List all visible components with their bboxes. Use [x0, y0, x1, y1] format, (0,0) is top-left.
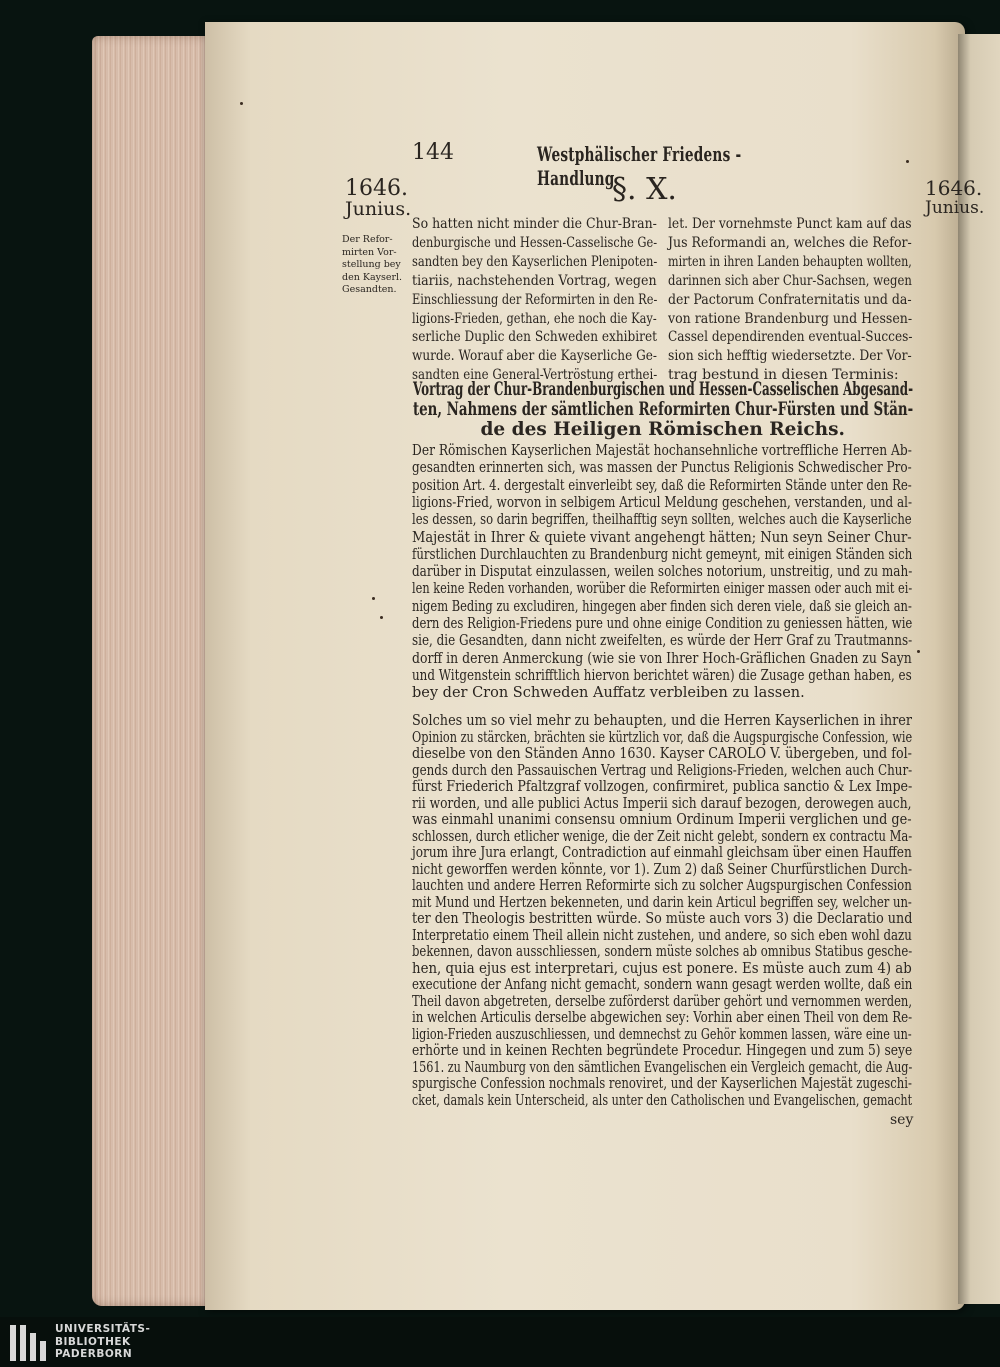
text-line: schlossen, durch etlicher wenige, die der Zeit nicht gelebt, sondern ex contractu Ma-	[412, 828, 913, 845]
text-line: hen, quia ejus est interpretari, cujus est ponere. Es müste auch zum 4) ab	[412, 960, 912, 977]
margin-month-right: Junius.	[925, 198, 985, 218]
text-line: mit Mund und Hertzen bekenneten, und darin kein Articul begriffen sey, welcher un-	[412, 894, 912, 911]
text-line: Der Römischen Kayserlichen Majestät hochansehnliche vortreffliche Herren Ab-	[412, 443, 912, 459]
text-line: position Art. 4. dergestalt einverleibt sey, daß die Reformirten Stände unter den Re-	[412, 477, 912, 494]
text-line: sie, die Gesandten, dann nicht zweifelten, es würde der Herr Graf zu Trautmanns-	[412, 633, 913, 650]
text-line: dieselbe von den Ständen Anno 1630. Kayser CAROLO V. übergeben, und fol-	[412, 746, 912, 762]
text-line: fürst Friederich Pfaltzgraf vollzogen, confirmiret, publica sanctio & Lex Impe-	[412, 779, 913, 795]
catchword: sey	[890, 1112, 914, 1128]
text-line: was einmahl unanimi consensu omnium Ordinum Imperii verglichen und ge-	[412, 812, 912, 828]
text-line: lauchten und andere Herren Reformirte sich zu solcher Augspurgischen Confession	[412, 878, 912, 894]
text-line: serliche Duplic den Schweden exhibiret	[412, 329, 658, 346]
margin-note: Der Refor-mirten Vor-stellung bey den Kayserl. Gesandten.	[342, 234, 403, 295]
text-line: Theil davon abgetreten, derselbe zuförderst darüber gehört und vernommen werden,	[412, 993, 912, 1010]
text-line: nigem Beding zu excludiren, hingegen aber finden sich deren viele, daß sie gleich an-	[412, 598, 912, 615]
library-name-line: BIBLIOTHEK	[55, 1335, 131, 1348]
facing-page-strip	[958, 34, 1000, 1304]
text-line: der Pactorum Confraternitatis und da-	[668, 291, 912, 308]
ink-spot	[380, 616, 383, 619]
text-line: Solches um so viel mehr zu behaupten, und die Herren Kayserlichen in ihrer	[412, 713, 912, 729]
library-name-line: UNIVERSITÄTS-	[55, 1323, 151, 1335]
text-line: ter den Theologis bestritten würde. So müste auch vors 3) die Declaratio und	[412, 911, 913, 927]
text-line: fürstlichen Durchlauchten zu Brandenburg nicht gemeynt, mit einigen Ständen sich	[412, 546, 913, 563]
paragraph-1	[412, 443, 914, 703]
section-heading: §. X.	[612, 172, 677, 207]
library-logo-icon	[8, 1323, 48, 1363]
text-line: Vortrag der Chur-Brandenburgischen und Hessen-Casselischen Abgesand-	[413, 379, 914, 400]
library-name	[55, 1323, 150, 1361]
text-line: Einschliessung der Reformirten in den Re-	[412, 291, 658, 308]
book-page-edge	[92, 36, 210, 1306]
text-line: So hatten nicht minder die Chur-Bran-	[412, 216, 657, 232]
text-line: sion sich hefftig wiedersetzte. Der Vor-	[668, 348, 912, 365]
text-line: sandten bey den Kayserlichen Plenipoten-	[412, 253, 658, 270]
text-line: jorum ihre Jura erlangt, Contradiction auf einmahl gleichsam über einen Hauffen	[412, 845, 912, 861]
text-column-right	[668, 214, 914, 404]
text-line: ten, Nahmens der sämtlichen Reformirten Chur-Fürsten und Stän-	[413, 399, 914, 420]
text-line: dern des Religion-Friedens pure und ohne einige Condition zu geniessen hätten, wie	[412, 616, 913, 632]
text-line: sandten eine General-Vertröstung erthei-	[412, 367, 658, 384]
running-title: Westphälischer Friedens - Handlung	[537, 142, 742, 190]
text-line: Cassel dependirenden eventual-Succes-	[668, 329, 913, 346]
text-line: cket, damals kein Unterscheid, als unter den Catholischen und Evangelischen, gemacht	[412, 1092, 913, 1109]
text-line: darinnen sich aber Chur-Sachsen, wegen	[668, 272, 912, 289]
text-line: von ratione Brandenburg und Hessen-	[668, 310, 913, 327]
text-line: ligions-Frieden, gethan, ehe noch die Kay-	[412, 310, 657, 327]
text-line: erhörte und in keinen Rechten begründete Procedur. Hingegen und zum 5) seye	[412, 1043, 913, 1059]
text-line: in welchen Articulis derselbe abgewichen sey: Vorhin aber einen Theil von dem Re-	[412, 1010, 913, 1026]
text-line: Opinion zu stärcken, brächten sie kürtzlich vor, daß die Augspurgische Confession, wie	[412, 729, 913, 746]
text-line: dorff in deren Anmerckung (wie sie von Ihrer Hoch-Gräflichen Gnaden zu Sayn	[412, 650, 912, 667]
text-line: ligions-Fried, worvon in selbigem Articul Meldung geschehen, verstanden, und al-	[412, 494, 913, 511]
text-line: und Witgenstein schrifftlich hiervon berichtet wären) die Zusage gethan haben, es	[412, 667, 912, 684]
text-line: gesandten erinnerten sich, was massen der Punctus Religionis Schwedischer Pro-	[412, 460, 912, 477]
text-line: denburgische und Hessen-Casselische Ge-	[412, 234, 658, 251]
text-line: trag bestund in diesen Terminis:	[668, 367, 899, 384]
text-line: wurde. Worauf aber die Kayserliche Ge-	[412, 348, 657, 365]
margin-month-left: Junius.	[345, 198, 412, 220]
margin-year-right: 1646.	[925, 176, 983, 200]
text-line: executione der Anfang nicht gemacht, sondern wann gesagt werden wollte, daß ein	[412, 977, 913, 993]
text-line: ligion-Frieden auszuschliessen, und demnechst zu Gehör kommen lassen, wäre eine un-	[412, 1026, 912, 1043]
ink-spot	[372, 597, 375, 600]
library-name-line: PADERBORN	[55, 1348, 133, 1360]
ink-spot	[917, 650, 920, 653]
ink-spot	[906, 160, 909, 163]
text-column-left	[412, 214, 659, 404]
text-line: bey der Cron Schweden Auffatz verbleiben zu lassen.	[412, 685, 805, 702]
text-line: 1561. zu Naumburg von den sämtlichen Evangelischen ein Vergleich gemacht, die Aug-	[412, 1059, 913, 1076]
text-line: len keine Reden vorhanden, worüber die Reformirten einiger massen oder auch mit ei-	[412, 581, 913, 598]
text-line: nicht geworffen werden könnte, vor 1). Zum 2) daß Seiner Churfürstlichen Durch-	[412, 861, 912, 878]
paragraph-2	[412, 713, 914, 1113]
library-footer	[0, 1317, 1000, 1367]
text-line: spurgische Confession nochmals renoviret, und der Kayserlichen Majestät zugeschi-	[412, 1076, 912, 1092]
text-line: rii worden, und alle publici Actus Imperii sich darauf bezogen, derowegen auch,	[412, 795, 912, 812]
text-line: bekennen, davon ausschliessen, sondern müste solches ab omnibus Statibus gesche-	[412, 944, 913, 960]
speech-heading	[412, 379, 914, 441]
text-line: let. Der vornehmste Punct kam auf das	[668, 216, 912, 232]
text-line: darüber in Disputat einzulassen, weilen solches notorium, unstreitig, und zu mah-	[412, 564, 913, 581]
ink-spot	[240, 102, 243, 105]
text-line: tiariis, nachstehenden Vortrag, wegen	[412, 272, 657, 289]
text-line: Interpretatio einem Theil allein nicht zustehen, und andere, so sich eben wohl dazu	[412, 927, 912, 944]
margin-year-left: 1646.	[345, 176, 408, 201]
page-number: 144	[412, 140, 454, 165]
text-line: mirten in ihren Landen behaupten wollten,	[668, 253, 912, 270]
text-line: gends durch den Passauischen Vertrag und Religions-Frieden, welchen auch Chur-	[412, 762, 913, 779]
text-line: Majestät in Ihrer & quiete vivant angehengt hätten; Nun seyn Seiner Chur-	[412, 529, 912, 546]
text-line: Jus Reformandi an, welches die Refor-	[668, 234, 912, 251]
text-line: les dessen, so darin begriffen, theilhafftig seyn sollten, welches auch die Kayserliche	[412, 512, 912, 529]
running-head	[412, 140, 807, 190]
text-line: de des Heiligen Römischen Reichs.	[480, 419, 845, 440]
